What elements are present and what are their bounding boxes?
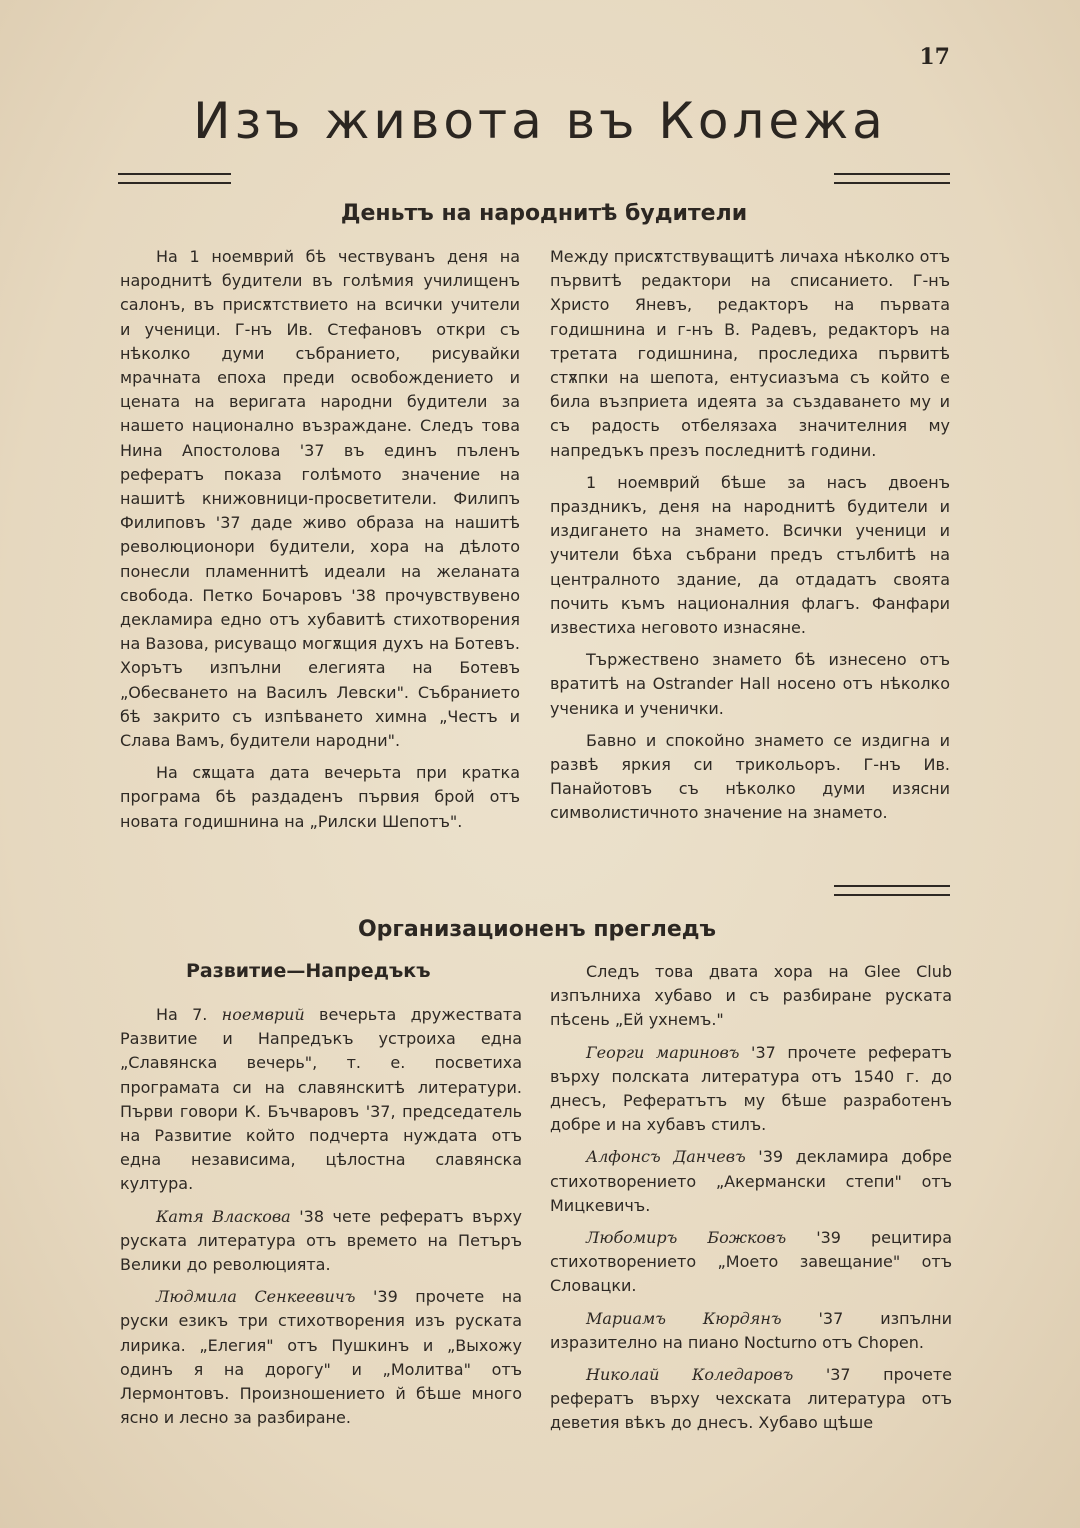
right-divider [834, 173, 950, 184]
page-number: 17 [919, 44, 950, 70]
section-divider [834, 885, 950, 896]
section-title-budители: Деньтъ на народнитѣ будители [340, 201, 748, 226]
paragraph: Николай Коледаровъ '37 прочете рефератъ върху чехската литература отъ деветия вѣкъ до днесъ. Хубаво щѣше [550, 1365, 953, 1433]
paragraph: Алфонсъ Данчевъ '39 декламира добре стихотворението „Акермански степи" отъ Мицкевичъ. [550, 1147, 952, 1215]
subsection-title: Развитие—Напредъкъ [186, 960, 431, 982]
paragraph: Между присѫтствуващитѣ личаха нѣколко отъ първитѣ редактори на списанието. Г-нъ Христо Яневъ, редакторъ на първата годишнина и г-нъ В. Радевъ, редакторъ на третата годишнина, проследиха първитѣ стѫпки на шепота, ентусиазъма съ който е била възприета идеята за създаването му и съ радость отбелязаха значителния му напредъкъ презъ последнитѣ години. [550, 247, 950, 460]
left-divider [118, 173, 231, 184]
paragraph: Людмила Сенкеевичъ '39 прочете на руски езикъ три стихотворения изъ руската лирика. „Елегия" отъ Пушкинъ и „Выхожу одинъ я на дорогу" и „Молитва" отъ Лермонтовъ. Произношението й бѣше много ясно и лесно за разбиране. [120, 1287, 522, 1428]
section-title-organizational: Организационенъ прегледъ [357, 917, 717, 942]
section1-right-column [550, 245, 950, 834]
paragraph: Любомиръ Божковъ '39 рецитира стихотворението „Моето завещание" отъ Словацки. [550, 1228, 952, 1296]
section1-left-column [120, 245, 520, 842]
paragraph: На сѫщата дата вечерьта при кратка програма бѣ раздаденъ първия брой отъ новата годишнина на „Рилски Шепотъ". [120, 763, 520, 831]
section2-left-column [120, 1003, 522, 1438]
paragraph: Георги мариновъ '37 прочете рефератъ върху полската литература отъ 1540 г. до днесъ, Рефератътъ му бѣше разработенъ добре и на хубавъ стилъ. [550, 1042, 952, 1135]
section2-right-column [550, 960, 952, 1444]
paragraph: На 7. ноемврий вечерьта дружествата Развитие и Напредъкъ устроиха една „Славянска вечерь", т. е. посветиха програмата си на славянскитѣ литератури. Първи говори К. Бъчваровъ '37, председатель на Развитие който подчерта нуждата отъ една независима, цѣлостна славянска култура. [120, 1005, 522, 1194]
paragraph: 1 ноемврий бѣше за насъ двоенъ праздникъ, деня на народнитѣ будители и издигането на знамето. Всички ученици и учители бѣха събрани предъ стълбитѣ на централното здание, да отдадатъ своята почить къмъ националния флагъ. Фанфари известиха неговото изнасяне. [550, 472, 950, 638]
paragraph: Катя Власкова '38 чете рефератъ върху руската литература отъ времето на Петъръ Велики до революцията. [120, 1206, 523, 1275]
masthead-title: Изъ живота въ Колежа [193, 92, 887, 150]
paragraph: На 1 ноемврий бѣ чествуванъ деня на народнитѣ будители въ голѣмия училищенъ салонъ, въ присѫтствието на всички учители и ученици. Г-нъ Ив. Стефановъ откри съ нѣколко думи събранието, рисувайки мрачната епоха преди освобождението и цената на веригата народни будители за нашето национално възраждане. Следъ това Нина Апостолова '37 въ единъ пъленъ рефератъ показа голѣмото значение на нашитѣ книжовници-просветители. Филипъ Филиповъ '37 даде живо образа на нашитѣ революционори будители, хора на дѣлото понесли пламеннитѣ идеали на желаната свобода. Петко Бочаровъ '38 прочувствувено декламира едно отъ хубавитѣ стихотворения на Вазова, рисуващо могѫщия духъ на Ботевъ. Хорътъ изпълни елегията на Ботевъ „Обесването на Василъ Левски". Събранието бѣ закрито съ изпѣването химна „Честъ и Слава Вамъ, будители народни". [120, 247, 520, 751]
paragraph: Мариамъ Кюрдянъ '37 изпълни изразително на пиано Nocturno отъ Chopen. [550, 1308, 953, 1352]
paragraph: Следъ това двата хора на Glee Club изпълниха хубаво и съ разбиране руската пѣсень „Ей ухнемъ." [550, 962, 952, 1030]
paragraph: Тържествено знамето бѣ изнесено отъ вратитѣ на Ostrander Hall носено отъ нѣколко ученика и ученички. [550, 650, 950, 718]
paragraph: Бавно и спокойно знамето се издигна и развѣ яркия си трикольоръ. Г-нъ Ив. Панайотовъ съ нѣколко думи изясни символистичното значение на знамето. [550, 730, 950, 823]
